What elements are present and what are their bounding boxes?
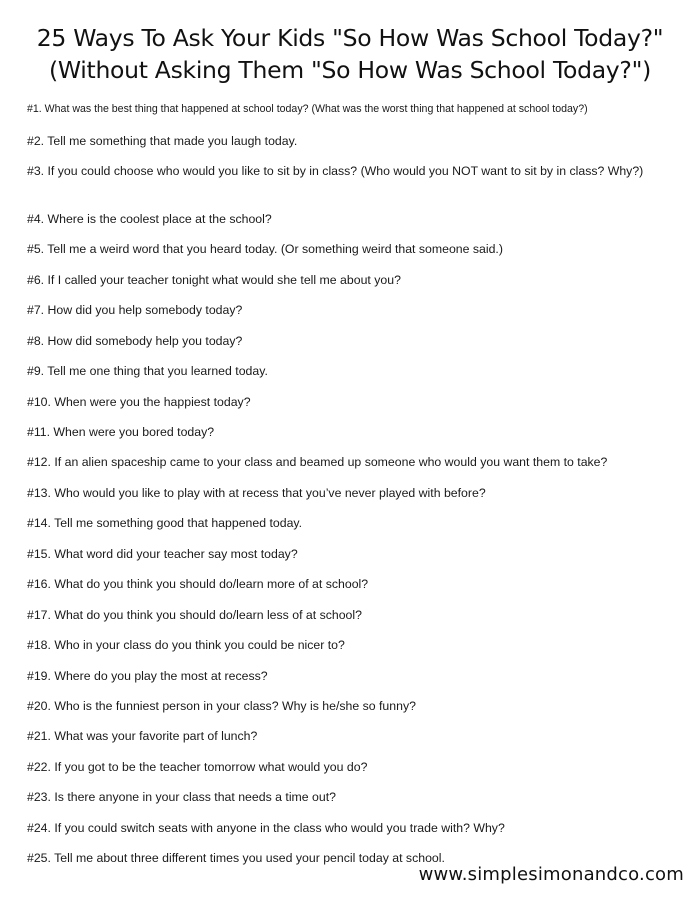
question-item-25: #25. Tell me about three different times you used your pencil today at school. [27,851,445,866]
question-item-10: #10. When were you the happiest today? [27,394,251,409]
question-item-18: #18. Who in your class do you think you could be nicer to? [27,638,345,653]
question-item-24: #24. If you could switch seats with anyone in the class who would you trade with? Why? [27,820,505,835]
question-item-1: #1. What was the best thing that happened at school today? (What was the worst thing that happened at school today?) [27,103,588,115]
question-item-21: #21. What was your favorite part of lunch? [27,729,258,744]
question-item-16: #16. What do you think you should do/learn more of at school? [27,577,369,592]
question-item-20: #20. Who is the funniest person in your class? Why is he/she so funny? [27,698,416,713]
question-item-15: #15. What word did your teacher say most today? [27,546,298,561]
question-item-3: #3. If you could choose who would you like to sit by in class? (Who would you NOT want to sit by in class? Why?) [27,163,644,178]
question-item-6: #6. If I called your teacher tonight what would she tell me about you? [27,272,401,287]
question-item-9: #9. Tell me one thing that you learned today. [27,364,268,379]
title-line-2: (Without Asking Them "So How Was School Today?") [49,56,651,84]
question-item-19: #19. Where do you play the most at recess? [27,668,268,683]
title-line-1: 25 Ways To Ask Your Kids "So How Was School Today?" [36,24,664,52]
website-url: www.simplesimonandco.com [418,864,684,885]
question-item-12: #12. If an alien spaceship came to your class and beamed up someone who would you want them to take? [27,455,608,470]
question-item-13: #13. Who would you like to play with at recess that you’ve never played with before? [27,485,486,500]
question-item-4: #4. Where is the coolest place at the school? [27,211,272,226]
question-item-17: #17. What do you think you should do/learn less of at school? [27,607,362,622]
question-item-5: #5. Tell me a weird word that you heard today. (Or something weird that someone said.) [27,242,503,257]
question-item-11: #11. When were you bored today? [27,425,215,439]
question-item-14: #14. Tell me something good that happened today. [27,516,303,531]
page-title [0,22,700,86]
question-item-7: #7. How did you help somebody today? [27,303,243,318]
question-item-23: #23. Is there anyone in your class that needs a time out? [27,790,336,805]
question-item-22: #22. If you got to be the teacher tomorrow what would you do? [27,759,368,774]
question-item-8: #8. How did somebody help you today? [27,333,243,348]
question-item-2: #2. Tell me something that made you laugh today. [27,133,298,148]
question-list [27,102,677,881]
